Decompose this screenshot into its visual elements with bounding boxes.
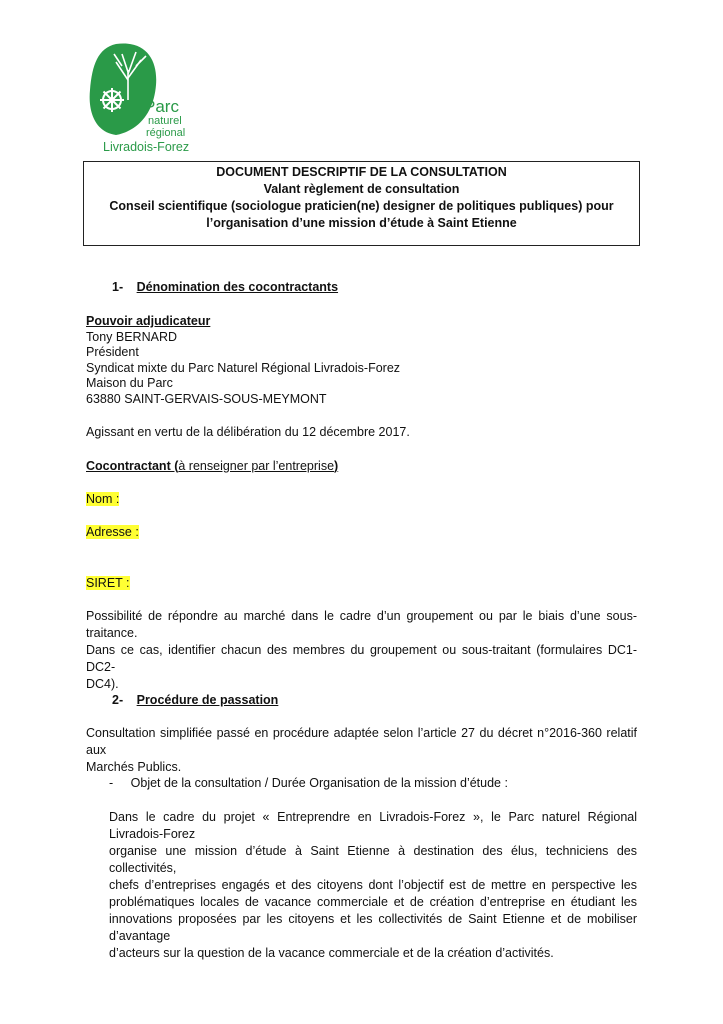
consultation-line: Consultation simplifiée passé en procédure adaptée selon l’article 27 du décret n°2016-360 relatif aux [86,726,637,757]
cadre-line: organise une mission d’étude à Saint Etienne à destination des élus, techniciens des collectivités, [109,844,637,875]
section-2-number: 2- [112,693,124,707]
consultation-paragraph [86,725,637,776]
logo-text-livradois: Livradois-Forez [103,140,190,154]
siret-label: SIRET : [86,576,130,590]
siret-field-label [86,576,130,590]
section-2-heading [112,693,278,707]
logo-text-parc: Parc [144,97,179,116]
logo-text-regional: régional [146,127,186,139]
agissant-text: Agissant en vertu de la délibération du 12 décembre 2017. [86,425,410,439]
pouvoir-adjudicateur-block [86,314,400,407]
pouvoir-line: Président [86,345,139,359]
park-logo [86,40,190,160]
adresse-label: Adresse : [86,525,139,539]
consultation-line: Marchés Publics. [86,760,182,774]
cadre-line: chefs d’entreprises engagés et des citoyens dont l’objectif est de mettre en perspective les [109,878,637,892]
possibilite-line: DC4). [86,677,119,691]
title-line-2: Valant règlement de consultation [263,182,460,196]
cocontractant-heading [86,459,338,473]
cadre-line: d’acteurs sur la question de la vacance commerciale et de la création d’activités. [109,946,554,960]
nom-field-label [86,492,119,506]
cadre-line: Dans le cadre du projet « Entreprendre en Livradois-Forez », le Parc naturel Régional Livradois-Forez [109,810,637,841]
pouvoir-adjudicateur-heading: Pouvoir adjudicateur [86,314,211,328]
section-1-title: Dénomination des cocontractants [136,280,339,294]
cocontractant-label: Cocontractant ( [86,459,179,473]
possibilite-line: Possibilité de répondre au marché dans le cadre d’un groupement ou par le biais d’une sous-traitance. [86,609,637,640]
cadre-line: innovations proposées par les citoyens et les collectivités de Saint Etienne et de mobiliser d’avantage [109,912,637,943]
section-2-title: Procédure de passation [136,693,279,707]
pouvoir-line: 63880 SAINT-GERVAIS-SOUS-MEYMONT [86,391,327,406]
title-line-1: DOCUMENT DESCRIPTIF DE LA CONSULTATION [216,165,507,179]
title-line-3: Conseil scientifique (sociologue praticien(ne) designer de politiques publiques) pour [109,199,614,213]
section-1-number: 1- [112,280,124,294]
document-title-box [83,161,640,246]
cocontractant-note: à renseigner par l’entreprise [178,459,335,473]
cadre-paragraph [109,809,637,962]
adresse-field-label [86,525,139,539]
bullet-item [109,776,508,790]
possibilite-paragraph [86,608,637,693]
cocontractant-close: ) [334,459,339,473]
bullet-text: Objet de la consultation / Durée Organisation de la mission d’étude : [130,776,508,790]
bullet-dash: - [109,776,114,790]
pouvoir-line: Maison du Parc [86,376,173,390]
pouvoir-line: Syndicat mixte du Parc Naturel Régional Livradois-Forez [86,360,401,375]
section-1-heading [112,280,338,294]
title-line-4: l’organisation d’une mission d’étude à Saint Etienne [206,216,517,230]
cadre-line: problématiques locales de vacance commerciale et de création d’entreprise en étudiant les [109,895,637,909]
logo-text-naturel: naturel [148,115,182,127]
pouvoir-line: Tony BERNARD [86,329,177,344]
nom-label: Nom : [86,492,120,506]
possibilite-line: Dans ce cas, identifier chacun des membres du groupement ou sous-traitant (formulaires DC1-DC2- [86,643,637,674]
